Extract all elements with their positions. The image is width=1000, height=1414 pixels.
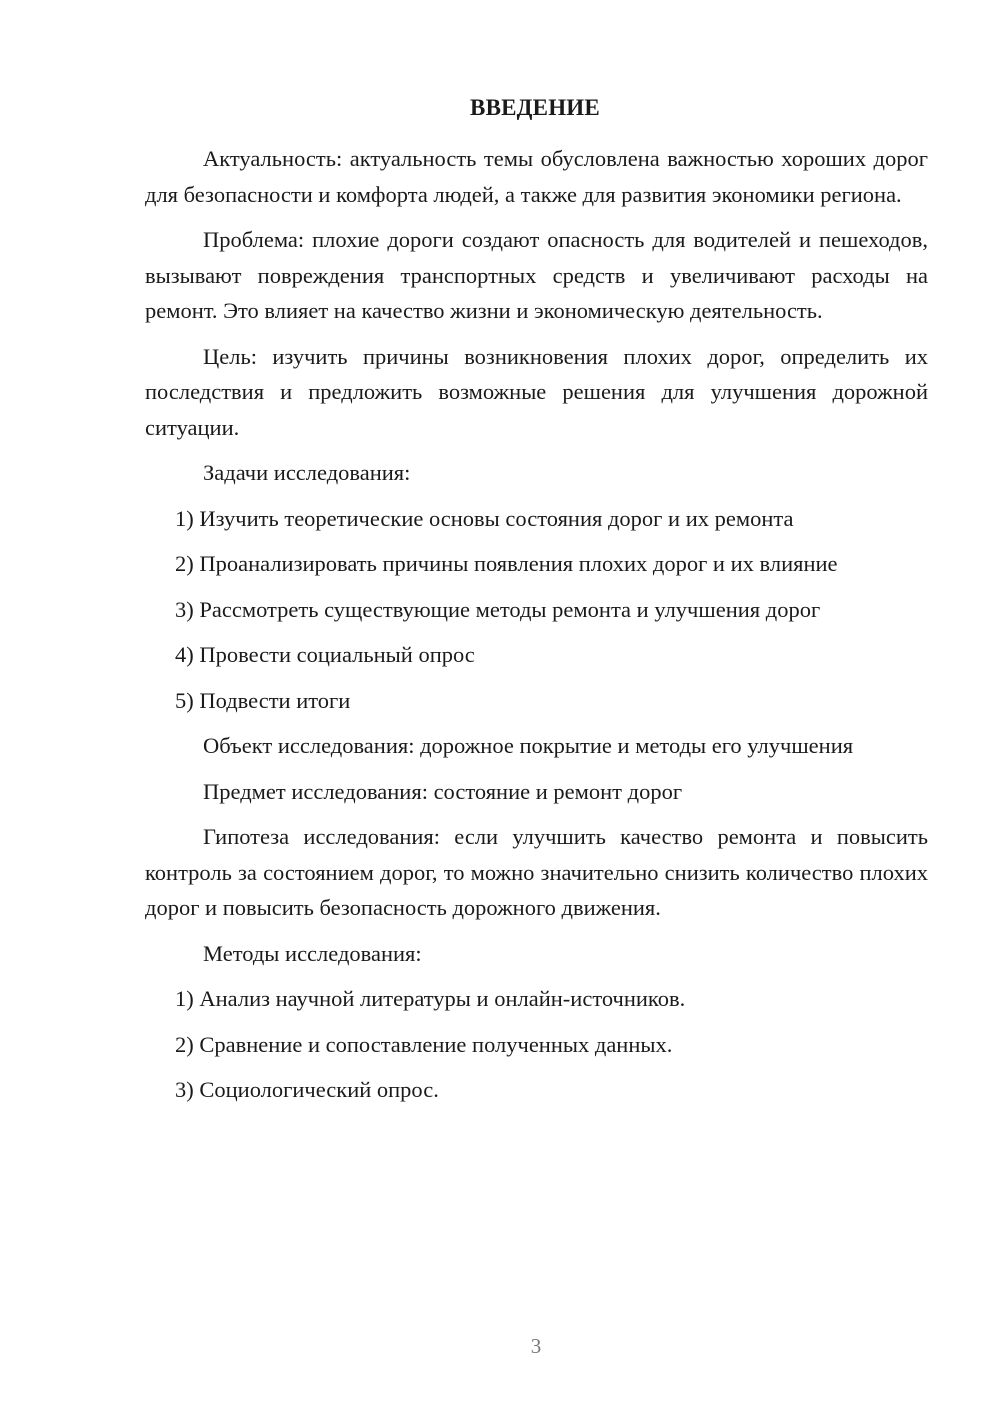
subject-line: Предмет исследования: состояние и ремонт дорог	[203, 778, 683, 804]
tasks-heading: Задачи исследования:	[203, 460, 411, 485]
document-body	[145, 141, 928, 1118]
task-item: 1) Изучить теоретические основы состояния дорог и их ремонта	[175, 505, 794, 531]
goal-paragraph: Цель: изучить причины возникновения плохих дорог, определить их последствия и предложить возможные решения для улучшения дорожной ситуации.	[145, 343, 928, 440]
method-item: 2) Сравнение и сопоставление полученных данных.	[175, 1031, 673, 1057]
method-item: 3) Социологический опрос.	[175, 1077, 439, 1102]
problem-paragraph: Проблема: плохие дороги создают опасность для водителей и пешеходов, вызывают повреждения транспортных средств и увеличивают расходы на ремонт. Это влияет на качество жизни и экономическую деятельность.	[145, 227, 928, 323]
page-number: 3	[530, 1334, 542, 1358]
methods-heading: Методы исследования:	[203, 940, 422, 966]
relevance-paragraph: Актуальность: актуальность темы обусловлена важностью хороших дорог для безопасности и комфорта людей, а также для развития экономики региона.	[145, 146, 928, 207]
hypothesis-paragraph: Гипотеза исследования: если улучшить качество ремонта и повысить контроль за состоянием дорог, то можно значительно снизить количество плохих дорог и повысить безопасность дорожного движения.	[145, 824, 928, 920]
task-item: 4) Провести социальный опрос	[175, 642, 475, 667]
object-line: Объект исследования: дорожное покрытие и методы его улучшения	[203, 733, 854, 758]
task-item: 5) Подвести итоги	[175, 687, 351, 713]
task-item: 3) Рассмотреть существующие методы ремонта и улучшения дорог	[175, 596, 821, 622]
method-item: 1) Анализ научной литературы и онлайн-источников.	[175, 986, 686, 1011]
page-title: ВВЕДЕНИЕ	[470, 95, 600, 120]
task-item: 2) Проанализировать причины появления плохих дорог и их влияние	[175, 551, 838, 576]
